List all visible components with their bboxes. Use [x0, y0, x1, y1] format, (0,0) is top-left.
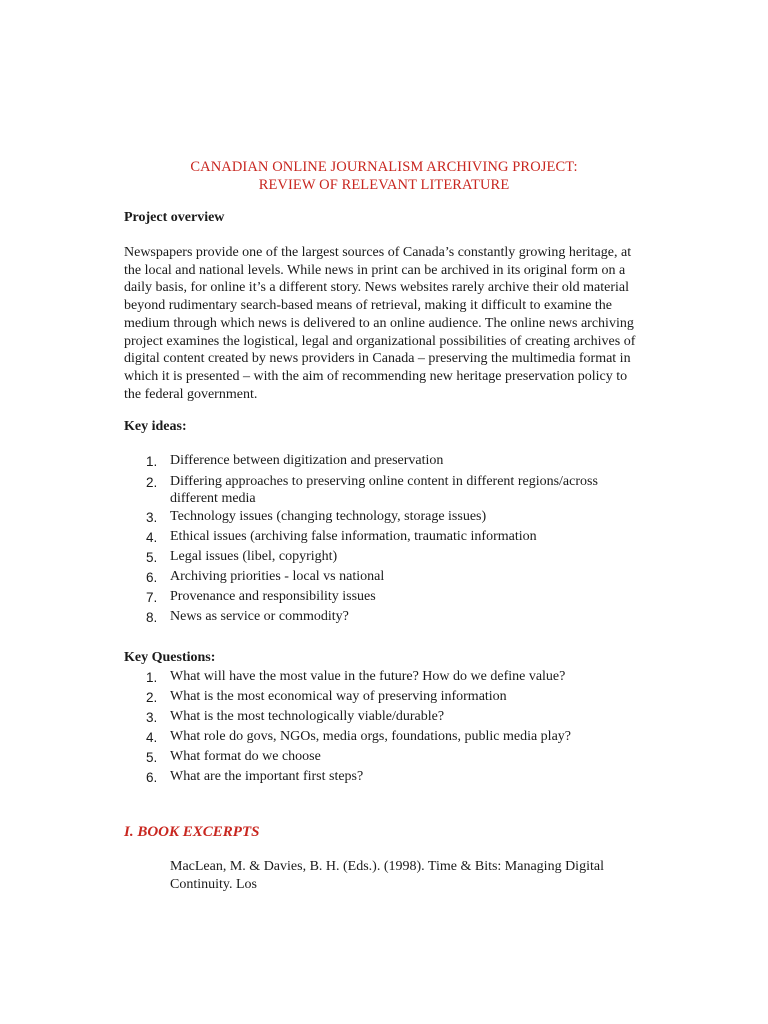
reference-entry [170, 858, 660, 894]
list-number: 3. [146, 510, 158, 525]
key-questions-heading: Key Questions: [124, 650, 216, 665]
list-text: What role do govs, NGOs, media orgs, foundations, public media play? [170, 729, 571, 744]
list-text: What format do we choose [170, 749, 321, 764]
list-number: 6. [146, 570, 158, 585]
list-text: Technology issues (changing technology, storage issues) [170, 509, 487, 524]
list-text: Legal issues (libel, copyright) [170, 549, 338, 564]
book-excerpts-heading: I. BOOK EXCERPTS [124, 824, 260, 840]
list-text: What is the most economical way of preserving information [170, 689, 507, 704]
paragraph-line: the federal government. [124, 386, 258, 402]
paragraph-line: daily basis, for online it’s a different story. News websites rarely archive their old material [124, 280, 630, 296]
list-number: 2. [146, 475, 158, 490]
paragraph-line: digital content created by news providers in Canada – preserving the multimedia format in [124, 351, 631, 367]
list-text: Ethical issues (archiving false information, traumatic information [170, 529, 537, 544]
list-number: 3. [146, 710, 158, 725]
list-number: 5. [146, 750, 158, 765]
list-text: What is the most technologically viable/durable? [170, 709, 445, 724]
paragraph-line: which it is presented – with the aim of recommending new heritage preservation policy to [124, 368, 628, 384]
list-text: What will have the most value in the future? How do we define value? [170, 669, 566, 684]
list-number: 5. [146, 550, 158, 565]
key-ideas-heading: Key ideas: [124, 419, 187, 434]
project-overview-heading: Project overview [124, 210, 225, 225]
document-title-line-1: CANADIAN ONLINE JOURNALISM ARCHIVING PROJECT: [190, 159, 578, 175]
list-text: Archiving priorities - local vs national [170, 569, 385, 584]
paragraph-line: the local and national levels. While news in print can be archived in its original form on a [124, 262, 626, 278]
list-number: 6. [146, 770, 158, 785]
list-number: 7. [146, 590, 158, 605]
list-text: Differing approaches to preserving online content in different regions/across different media [170, 474, 598, 506]
paragraph-line: project examines the logistical, legal and organizational possibilities of creating archives of [124, 333, 636, 349]
paragraph-line: medium through which news is delivered to an online audience. The online news archiving [124, 315, 634, 331]
list-text: Provenance and responsibility issues [170, 589, 376, 604]
reference-line: MacLean, M. & Davies, B. H. (Eds.). (1998). Time & Bits: Managing Digital [170, 859, 604, 874]
list-number: 1. [146, 670, 158, 685]
project-overview-paragraph [124, 244, 654, 403]
list-number: 4. [146, 730, 158, 745]
list-number: 8. [146, 610, 158, 625]
list-text: News as service or commodity? [170, 609, 349, 624]
list-number: 4. [146, 530, 158, 545]
paragraph-line: beyond rudimentary search-based means of retrieval, making it difficult to examine the [124, 298, 613, 314]
reference-line: Continuity. Los [170, 877, 257, 892]
list-number: 2. [146, 690, 158, 705]
paragraph-line: Newspapers provide one of the largest sources of Canada’s constantly growing heritage, at [124, 245, 632, 260]
list-text: What are the important first steps? [170, 769, 364, 784]
document-title-line-2: REVIEW OF RELEVANT LITERATURE [258, 177, 510, 193]
list-text: Difference between digitization and preservation [170, 453, 444, 468]
list-number: 1. [146, 454, 158, 469]
